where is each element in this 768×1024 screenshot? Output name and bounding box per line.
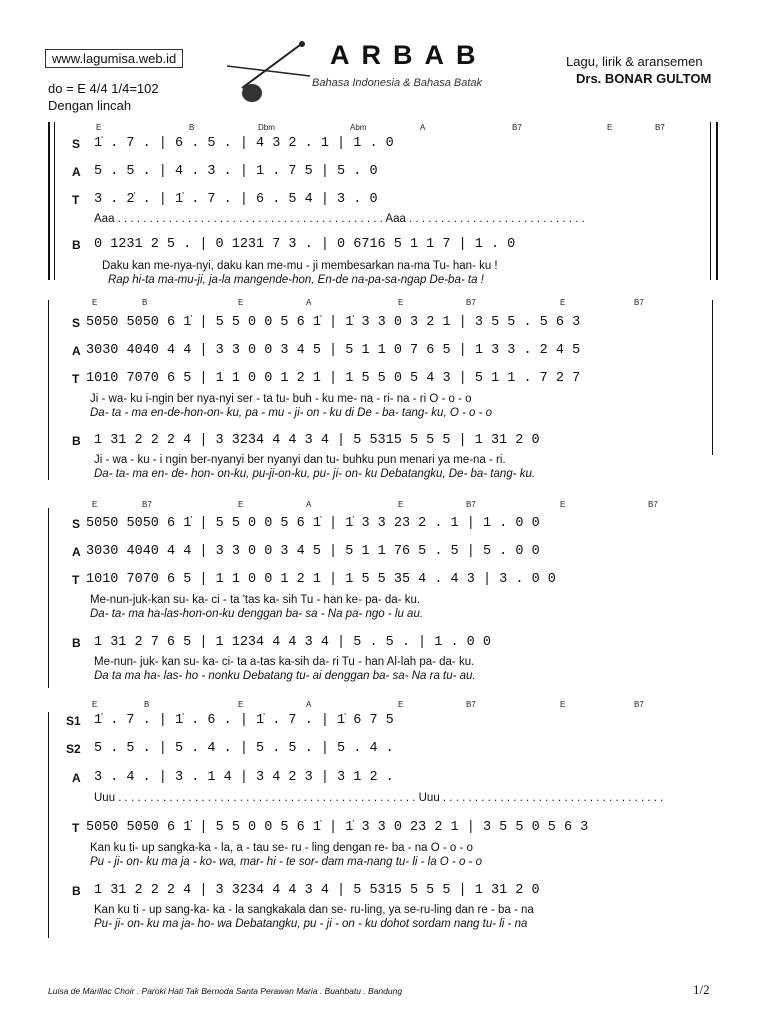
lyrics-batak: Rap hi-ta ma-mu-ji, ja-la mangende-hon, En-de na-pa-sa-ngap De-ba- ta !	[108, 274, 484, 286]
tenor-lyrics: Aaa . . . . . . . . . . . . . . . . . . . . . . . . . . . . . . . . . . . . . . . . . . Aaa . . . . . . . . . . . . . . . . . . . . . . . . . . . .	[94, 213, 585, 225]
chord-label: B7	[648, 500, 658, 509]
chord-label: E	[560, 500, 566, 509]
alto-lyrics: Uuu . . . . . . . . . . . . . . . . . . . . . . . . . . . . . . . . . . . . . . . . . . . . . . . Uuu . . . . . . . . . . . . . . . . . . . . . . . . . . . . . . . . . . .	[94, 792, 664, 804]
tenor-notes: 3 . 2̇ . | 1̇ . 7 . | 6 . 5 4 | 3 . 0	[94, 192, 378, 207]
bass-lyrics-indonesian: Kan ku ti - up sang-ka- ka - la sangkakala dan se- ru-ling, ya se-ru-ling dan re - ba - na	[94, 904, 534, 916]
part-label-alto: A	[72, 771, 81, 785]
system-bracket	[48, 300, 49, 480]
tenor-notes: 1010 7070 6 5 | 1 1 0 0 1 2 1 | 1 5 5 0 5 4 3 | 5 1 1 . 7 2 7	[86, 371, 581, 386]
chord-label: A	[420, 123, 426, 132]
chord-label: B7	[466, 700, 476, 709]
soprano2-notes: 5 . 5 . | 5 . 4 . | 5 . 5 . | 5 . 4 .	[94, 741, 394, 756]
part-label-alto: A	[72, 165, 81, 179]
tenor-notes: 5050 5050 6 1̇ | 5 5 0 0 5 6 1̇ | 1̇ 3 3 0 23 2 1 | 3 5 5 0 5 6 3	[86, 820, 589, 835]
chord-label: B	[142, 298, 148, 307]
barline	[710, 122, 711, 280]
bass-lyrics-batak: Pu- ji- on- ku ma ja- ho- wa Debatangku, pu - ji - on - ku dohot sordam nang tu- li - na	[94, 918, 528, 930]
tenor-lyrics-indonesian: Me-nun-juk-kan su- ka- ci - ta 'tas ka- sih Tu - han ke- pa- da- ku.	[90, 594, 421, 606]
system-bracket	[48, 712, 49, 938]
system-bracket	[48, 508, 49, 688]
chord-label: B7	[466, 298, 476, 307]
song-subtitle: Bahasa Indonesia & Bahasa Batak	[312, 77, 483, 89]
alto-notes: 5 . 5 . | 4 . 3 . | 1 . 7 5 | 5 . 0	[94, 164, 378, 179]
chord-label: E	[560, 700, 566, 709]
barline	[712, 300, 713, 455]
chord-label: E	[398, 500, 404, 509]
bass-notes: 0 1231 2 5 . | 0 1231 7 3 . | 0 6716 5 1 1 7 | 1 . 0	[94, 237, 516, 252]
chord-label: A	[306, 500, 312, 509]
part-label-soprano-2: S2	[66, 742, 81, 756]
chord-label: B7	[142, 500, 152, 509]
alto-notes: 3030 4040 4 4 | 3 3 0 0 3 4 5 | 5 1 1 0 7 6 5 | 1 3 3 . 2 4 5	[86, 343, 581, 358]
alto-notes: 3030 4040 4 4 | 3 3 0 0 3 4 5 | 5 1 1 76 5 . 5 | 5 . 0 0	[86, 544, 540, 559]
part-label-soprano: S	[72, 316, 81, 330]
key-signature: do = E 4/4 1/4=102	[48, 81, 159, 96]
part-label-soprano: S	[72, 137, 81, 151]
part-label-alto: A	[72, 545, 81, 559]
chord-label: Dbm	[258, 123, 275, 132]
chord-label: A	[306, 700, 312, 709]
part-label-bass: B	[72, 636, 81, 650]
chord-label: B7	[634, 298, 644, 307]
page-number: 1/2	[693, 982, 710, 997]
system-bracket	[54, 122, 55, 280]
bass-lyrics-batak: Da ta ma ha- las- ho - nonku Debatang tu- ai denggan ba- sa- Na ra tu- au.	[94, 670, 476, 682]
part-label-soprano-1: S1	[66, 714, 81, 728]
bass-notes: 1 31 2 2 2 4 | 3 3234 4 4 3 4 | 5 5315 5 5 5 | 1 31 2 0	[94, 883, 540, 898]
tenor-notes: 1010 7070 6 5 | 1 1 0 0 1 2 1 | 1 5 5 35 4 . 4 3 | 3 . 0 0	[86, 572, 556, 587]
chord-label: E	[398, 298, 404, 307]
chord-label: E	[607, 123, 613, 132]
bass-notes: 1 31 2 7 6 5 | 1 1234 4 4 3 4 | 5 . 5 . | 1 . 0 0	[94, 635, 491, 650]
part-label-bass: B	[72, 434, 81, 448]
footer-credit: Luisa de Marillac Choir . Paroki Hati Tak Bernoda Santa Perawan Maria . Buahbatu . Bandung	[48, 986, 403, 996]
chord-label: B7	[466, 500, 476, 509]
part-label-alto: A	[72, 344, 81, 358]
part-label-bass: B	[72, 884, 81, 898]
chord-label: B7	[512, 123, 522, 132]
barline	[716, 122, 718, 280]
chord-label: E	[398, 700, 404, 709]
system-bracket	[48, 122, 50, 280]
song-title: ARBAB	[330, 40, 488, 70]
part-label-tenor: T	[72, 821, 80, 835]
website-label: www.lagumisa.web.id	[45, 49, 183, 68]
bass-lyrics-batak: Da- ta- ma en- de- hon- on-ku, pu-ji-on-ku, pu- ji- on- ku Debatangku, De- ba- tang- ku.	[94, 468, 536, 480]
part-label-bass: B	[72, 238, 81, 252]
chord-label: B	[189, 123, 195, 132]
tenor-lyrics-batak: Pu - ji- on- ku ma ja - ko- wa, mar- hi - te sor- dam ma-nang tu- li - la O - o - o	[90, 856, 482, 868]
chord-label: E	[238, 298, 244, 307]
chord-label: B7	[634, 700, 644, 709]
soprano-notes: 5050 5050 6 1̇ | 5 5 0 0 5 6 1̇ | 1̇ 3 3 23 2 . 1 | 1 . 0 0	[86, 516, 540, 531]
credit-label: Lagu, lirik & aransemen	[566, 54, 703, 69]
part-label-soprano: S	[72, 517, 81, 531]
chord-label: E	[92, 500, 98, 509]
tempo-marking: Dengan lincah	[48, 98, 132, 113]
soprano-notes: 1̇ . 7 . | 6 . 5 . | 4 3 2 . 1 | 1 . 0	[94, 136, 394, 151]
bass-lyrics-indonesian: Me-nun- juk- kan su- ka- ci- ta a-tas ka-sih da- ri Tu - han Al-lah pa- da- ku.	[94, 656, 475, 668]
bass-lyrics-indonesian: Ji - wa - ku - i ngin ber-nyanyi ber nyanyi dan tu- buhku pun menari ya me-na - ri.	[94, 454, 506, 466]
tenor-lyrics-batak: Da- ta - ma en-de-hon-on- ku, pa - mu - ji- on - ku di De - ba- tang- ku, O - o - o	[90, 407, 493, 419]
part-label-tenor: T	[72, 372, 80, 386]
chord-label: B7	[655, 123, 665, 132]
chord-label: E	[92, 700, 98, 709]
soprano-notes: 5050 5050 6 1̇ | 5 5 0 0 5 6 1̇ | 1̇ 3 3 0 3 2 1 | 3 5 5 . 5 6 3	[86, 315, 581, 330]
tenor-lyrics-indonesian: Kan ku ti- up sangka-ka - la, a - tau se- ru - ling dengan re- ba - na O - o - o	[90, 842, 473, 854]
chord-label: E	[238, 700, 244, 709]
composer-name: Drs. BONAR GULTOM	[576, 71, 712, 86]
chord-label: A	[306, 298, 312, 307]
tenor-lyrics-batak: Da- ta- ma ha-las-hon-on-ku denggan ba- sa - Na pa- ngo - lu au.	[90, 608, 424, 620]
arbab-instrument-icon	[222, 38, 312, 108]
bass-notes: 1 31 2 2 2 4 | 3 3234 4 4 3 4 | 5 5315 5 5 5 | 1 31 2 0	[94, 433, 540, 448]
chord-label: B	[144, 700, 150, 709]
chord-label: E	[238, 500, 244, 509]
part-label-tenor: T	[72, 193, 80, 207]
tenor-lyrics-indonesian: Ji - wa- ku i-ngin ber nya-nyi ser - ta tu- buh - ku me- na - ri- na - ri O - o - o	[90, 393, 472, 405]
part-label-tenor: T	[72, 573, 80, 587]
lyrics-indonesian: Daku kan me-nya-nyi, daku kan me-mu - ji membesarkan na-ma Tu- han- ku !	[102, 260, 498, 272]
chord-label: E	[560, 298, 566, 307]
soprano1-notes: 1̇ . 7 . | 1̇ . 6 . | 1̇ . 7 . | 1̇ 6 7 5	[94, 713, 394, 728]
chord-label: E	[92, 298, 98, 307]
chord-label: Abm	[350, 123, 367, 132]
alto-notes: 3 . 4 . | 3 . 1 4 | 3 4 2 3 | 3 1 2 .	[94, 770, 394, 785]
chord-label: E	[96, 123, 102, 132]
